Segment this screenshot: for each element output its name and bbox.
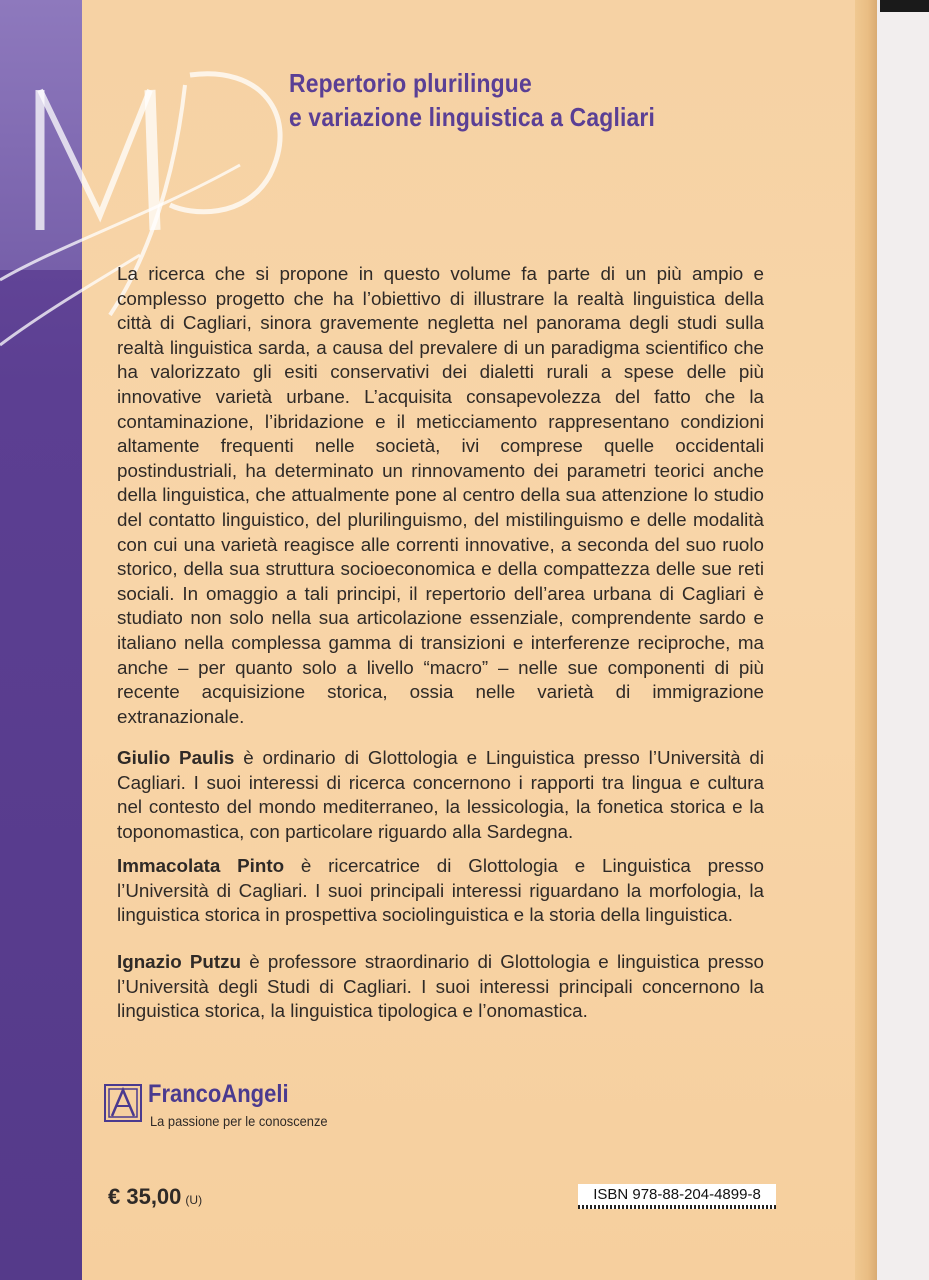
author-bio	[117, 746, 764, 844]
price-value: € 35,00	[108, 1184, 182, 1209]
francoangeli-logo-icon	[104, 1084, 142, 1122]
publisher-name: FrancoAngeli	[148, 1080, 289, 1108]
author-name: Ignazio Putzu	[117, 951, 242, 972]
price-label	[108, 1184, 202, 1210]
price-code: (U)	[185, 1193, 203, 1207]
publisher-tagline: La passione per le conoscenze	[150, 1113, 328, 1129]
author-bio-text: è ricercatrice di Glottologia e Linguistica presso l’Università di Cagliari. I suoi principali interessi riguardano la morfologia, la linguistica storica in prospettiva sociolinguistica e la storia della linguistica.	[117, 855, 764, 926]
barcode-fragment	[578, 1205, 776, 1209]
author-name: Immacolata Pinto	[117, 855, 285, 876]
author-bio	[117, 950, 764, 1024]
isbn-label: ISBN 978-88-204-4899-8	[578, 1184, 776, 1206]
author-bio-text: è ordinario di Glottologia e Linguistica presso l’Università di Cagliari. I suoi interessi di ricerca concernono i rapporti tra lingua e cultura nel contesto del mondo mediterraneo, la lessicologia, la fonetica storica e la toponomastica, con particolare riguardo alla Sardegna.	[117, 747, 764, 842]
book-title	[289, 66, 747, 134]
book-description: La ricerca che si propone in questo volume fa parte di un più ampio e complesso progetto che ha l’obiettivo di illustrare la realtà linguistica della città di Cagliari, sinora gravemente negletta nel panorama degli studi sulla realtà linguistica sarda, a causa del prevalere di un paradigma scientifico che ha valorizzato gli esiti conservativi dei dialetti rurali a spese delle più innovative varietà urbane. L’acquisita consapevolezza del fatto che la contaminazione, l’ibridazione e il meticciamento rappresentano condizioni altamente frequenti nelle società, ivi comprese quelle occidentali postindustriali, ha determinato un rinnovamento dei parametri teorici anche della linguistica, che attualmente pone al centro della sua attenzione lo studio del contatto linguistico, del plurilinguismo, del mistilinguismo e delle modalità con cui una varietà reagisce alle correnti innovative, a seconda del suo ruolo storico, della sua struttura socioeconomica e della compattezza delle sue reti sociali. In omaggio a tali principi, il repertorio dell’area urbana di Cagliari è studiato non solo nella sua articolazione essenziale, comprendente sardo e italiano nella complessa gamma di transizioni e interferenze reciproche, ma anche – per quanto solo a livello “macro” – nelle sue componenti di più recente acquisizione storica, ossia nelle varietà di immigrazione extranazionale.	[117, 263, 764, 727]
scan-corner-shadow	[880, 0, 929, 12]
cover-edge	[855, 0, 877, 1280]
publisher-block	[104, 1080, 364, 1136]
title-line-1: Repertorio plurilingue	[289, 68, 532, 98]
title-line-2: e variazione linguistica a Cagliari	[289, 102, 656, 132]
author-bio-text: è professore straordinario di Glottologia e linguistica presso l’Università degli Studi di Cagliari. I suoi interessi principali concernono la linguistica storica, la linguistica tipologica e l’onomastica.	[117, 951, 764, 1022]
author-name: Giulio Paulis	[117, 747, 235, 768]
author-bio	[117, 854, 764, 928]
